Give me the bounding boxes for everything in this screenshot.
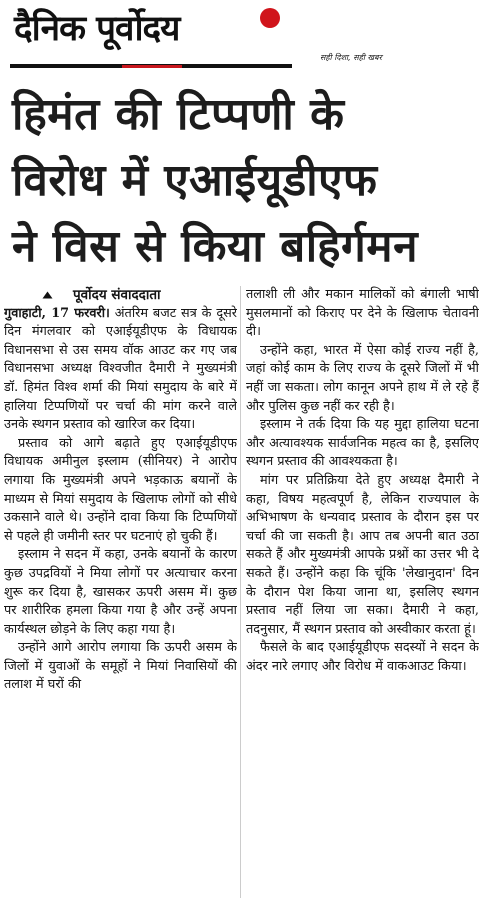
article-column-right (246, 286, 479, 898)
paragraph-4: उन्होंने आगे आरोप लगाया कि ऊपरी असम के जिलों में युवाओं के समूहों ने मियां निवासियों की तलाश में घरों की (4, 640, 237, 693)
paragraph-6: उन्होंने कहा, भारत में ऐसा कोई राज्य नहीं है, जहां कोई काम के लिए राज्य के दूसरे जिलों में भी नहीं जा सकता। लोग कानून अपने हाथ में ले रहे हैं और पुलिस कुछ नहीं कर रही है। (246, 342, 479, 414)
byline (4, 286, 237, 305)
masthead-rule-accent (122, 65, 182, 68)
headline (12, 82, 474, 280)
headline-line-2: विरोध में एआईयूडीएफ (12, 155, 378, 206)
masthead (10, 2, 472, 74)
paragraph-2: प्रस्ताव को आगे बढ़ाते हुए एआईयूडीएफ विधायक अमीनुल इस्लाम (सीनियर) ने आरोप लगाया कि मुख्यमंत्री अपने भड़काऊ बयानों के माध्यम से मियां समुदाय के खिलाफ लोगों को सीधे उकसाने वाले थे। उन्होंने दावा किया कि टिप्पणियों से पहले ही जमीनी स्तर पर घटनाएं हो चुकी हैं। (4, 435, 237, 544)
paragraph-7: इस्लाम ने तर्क दिया कि यह मुद्दा हालिया घटना और अत्यावश्यक सार्वजनिक महत्व का है, इसलिए स्थगन प्रस्ताव की आवश्यकता है। (246, 417, 479, 470)
byline-text: पूर्वोदय संवाददाता (73, 287, 161, 303)
byline-triangle-icon (43, 292, 53, 299)
masthead-name: दैनिक पूर्वोदय (14, 8, 180, 49)
headline-line-1: हिमंत की टिप्पणी के (12, 89, 345, 140)
paragraph-1-text: अंतरिम बजट सत्र के दूसरे दिन मंगलवार को एआईयूडीएफ के विधायक विधानसभा से उस समय वॉक आउट कर गए जब विधानसभा अध्यक्ष विश्वजीत दैमारी ने मुख्यमंत्री डॉ. हिमंत विश्व शर्मा की मियां समुदाय के बारे में हालिया टिप्पणियों पर चर्चा की मांग करने वाले उनके स्थगन प्रस्ताव को खारिज कर दिया। (4, 305, 237, 433)
paragraph-8: मांग पर प्रतिक्रिया देते हुए अध्यक्ष दैमारी ने कहा, विषय महत्वपूर्ण है, लेकिन राज्यपाल के अभिभाषण के धन्यवाद प्रस्ताव के दौरान इस पर चर्चा की जा सकती है। आप तब अपनी बात उठा सकते हैं और मुख्यमंत्री आपके प्रश्नों का उत्तर भी दे सकते हैं। उन्होंने कहा कि चूंकि 'लेखानुदान' दिन के दौरान पेश किया जाना था, इसलिए स्थगन प्रस्ताव नहीं लिया जा सका। दैमारी ने कहा, तदनुसार, मैं स्थगन प्रस्ताव को अस्वीकार करता हूं। (246, 472, 479, 637)
article-column-left (4, 286, 237, 898)
dateline: गुवाहाटी, 17 फरवरी। (4, 305, 110, 321)
paragraph-9: फैसले के बाद एआईयूडीएफ सदस्यों ने सदन के अंदर नारे लगाए और विरोध में वाकआउट किया। (246, 640, 479, 674)
headline-line-3: ने विस से किया बहिर्गमन (12, 221, 419, 272)
masthead-tagline: सही दिशा, सही खबर (320, 53, 382, 62)
masthead-red-dot-icon (260, 8, 280, 28)
paragraph-1 (4, 305, 237, 435)
paragraph-3: इस्लाम ने सदन में कहा, उनके बयानों के कारण कुछ उपद्रवियों ने मिया लोगों पर अत्याचार करना शुरू कर दिया है, खासकर ऊपरी असम में। कुछ पर शारीरिक हमला किया गया है और उन्हें अपना कार्यस्थल छोड़ने के लिए कहा गया है। (4, 547, 237, 637)
paragraph-5: तलाशी ली और मकान मालिकों को बंगाली भाषी मुसलमानों को किराए पर देने के खिलाफ चेतावनी दी। (246, 287, 479, 340)
column-divider (240, 286, 241, 898)
